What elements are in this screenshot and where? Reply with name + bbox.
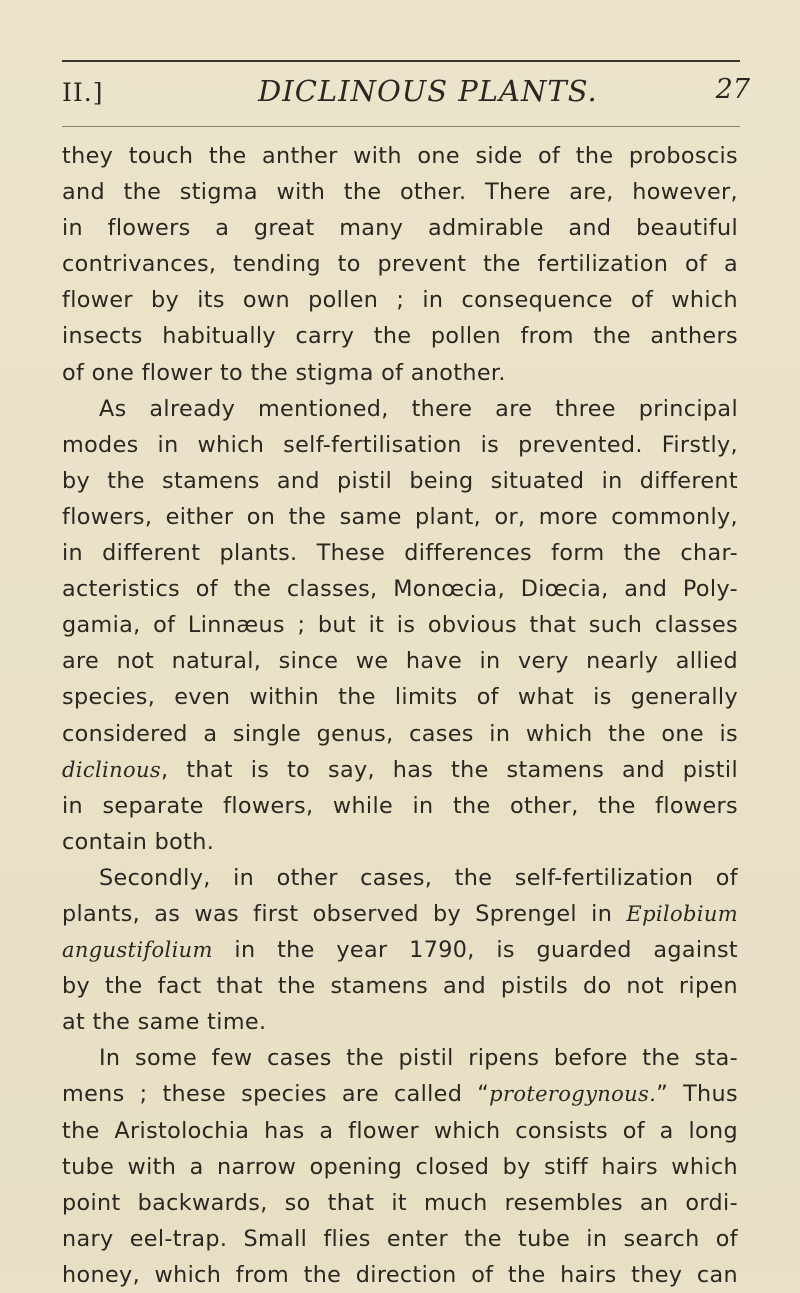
text-line [62, 1221, 738, 1257]
text-line [62, 860, 738, 896]
text-run: point backwards, so that it much resembles an ordi- [62, 1189, 738, 1216]
italic-term: Epilobium [626, 901, 738, 926]
text-line [62, 1185, 738, 1221]
text-run: ” Thus [656, 1081, 738, 1108]
text-line [62, 571, 738, 607]
chapter-number: II.] [62, 78, 104, 107]
text-line [62, 1149, 738, 1185]
text-run: at the same time. [62, 1009, 267, 1036]
text-run: tube with a narrow opening closed by stiff hairs which [62, 1153, 738, 1180]
text-line [62, 535, 738, 571]
text-run: mens ; these species are called “ [62, 1081, 490, 1108]
text-line [62, 138, 738, 174]
text-line [62, 174, 738, 210]
text-line [62, 1257, 738, 1293]
text-line [62, 716, 738, 752]
text-line [62, 896, 738, 932]
header-underline [62, 126, 740, 127]
text-run: contain both. [62, 828, 215, 855]
text-line [62, 1004, 738, 1040]
text-run: contrivances, tending to prevent the fertilization of a [62, 251, 738, 278]
text-run: insects habitually carry the pollen from the anthers [62, 323, 738, 350]
text-run: nary eel-trap. Small flies enter the tube in search of [62, 1225, 738, 1252]
running-header [62, 72, 750, 116]
page-number: 27 [715, 74, 750, 105]
text-line [62, 1076, 738, 1112]
text-line [62, 355, 738, 391]
text-line [62, 679, 738, 715]
text-run: of one flower to the stigma of another. [62, 359, 506, 386]
text-line [62, 1040, 738, 1076]
text-run: by the fact that the stamens and pistils do not ripen [62, 973, 738, 1000]
text-run: considered a single genus, cases in which the one is [62, 720, 738, 747]
text-run: in separate flowers, while in the other, the flowers [62, 792, 738, 819]
text-run: plants, as was first observed by Sprengel in [62, 900, 627, 927]
text-run: As already mentioned, there are three principal [99, 395, 738, 422]
text-line [62, 643, 738, 679]
text-run: Secondly, in other cases, the self-fertilization of [99, 864, 738, 891]
text-line [62, 968, 738, 1004]
text-line [62, 318, 738, 354]
text-line [62, 282, 738, 318]
text-run: and the stigma with the other. There are, however, [62, 179, 738, 206]
text-line [62, 463, 738, 499]
text-line [62, 210, 738, 246]
text-run: in the year 1790, is guarded against [212, 937, 738, 964]
text-line [62, 427, 738, 463]
text-run: are not natural, since we have in very nearly allied [62, 648, 738, 675]
text-line [62, 824, 738, 860]
text-line [62, 499, 738, 535]
text-run: species, even within the limits of what is generally [62, 684, 738, 711]
text-line [62, 788, 738, 824]
text-line [62, 391, 738, 427]
text-run: modes in which self-fertilisation is prevented. Firstly, [62, 431, 738, 458]
text-run: flower by its own pollen ; in consequence of which [62, 287, 738, 314]
text-run: in different plants. These differences form the char- [62, 540, 738, 567]
running-title: DICLINOUS PLANTS. [258, 74, 598, 108]
text-run: gamia, of Linnæus ; but it is obvious that such classes [62, 612, 738, 639]
text-run: In some few cases the pistil ripens before the sta- [99, 1045, 738, 1072]
text-run: by the stamens and pistil being situated in different [62, 467, 738, 494]
text-line [62, 1113, 738, 1149]
body-text [62, 138, 738, 1293]
text-line [62, 607, 738, 643]
text-run: the Aristolochia has a flower which consists of a long [62, 1117, 738, 1144]
text-line [62, 246, 738, 282]
text-line [62, 932, 738, 968]
text-run: acteristics of the classes, Monœcia, Diœcia, and Poly- [62, 576, 738, 603]
italic-term: angustifolium [62, 938, 213, 963]
header-rule [62, 60, 740, 62]
text-run: flowers, either on the same plant, or, more commonly, [62, 503, 738, 530]
text-run: , that is to say, has the stamens and pistil [160, 756, 738, 783]
text-run: in flowers a great many admirable and beautiful [62, 215, 738, 242]
text-run: they touch the anther with one side of the proboscis [62, 143, 738, 169]
italic-term: proterogynous. [489, 1082, 657, 1107]
text-line [62, 752, 738, 788]
italic-term: diclinous [62, 757, 161, 782]
text-run: honey, which from the direction of the hairs they can [62, 1261, 738, 1288]
